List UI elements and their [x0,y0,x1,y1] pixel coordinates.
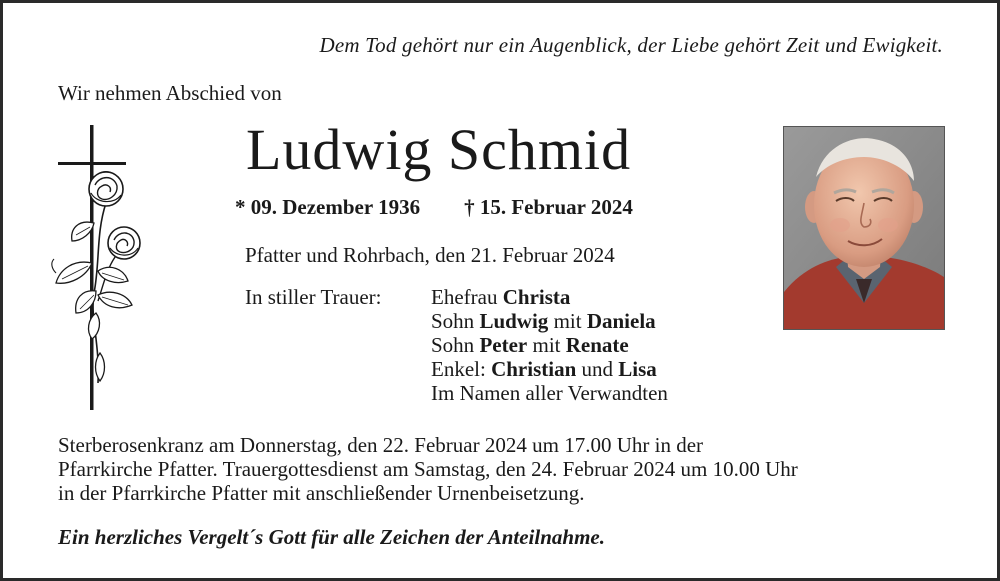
thanks-text: Ein herzliches Vergelt´s Gott für alle Zeichen der Anteilnahme. [58,525,605,549]
death-date: † 15. Februar 2024 [464,195,633,219]
intro-text: Wir nehmen Abschied von [58,81,282,105]
service-line: Pfarrkirche Pfatter. Trauergottesdienst am Samstag, den 24. Februar 2024 um 10.00 Uhr [58,457,798,481]
life-dates [235,195,633,220]
mourner-line: Sohn Ludwig mit Daniela [431,309,656,333]
service-line: Sterberosenkranz am Donnerstag, den 22. Februar 2024 um 17.00 Uhr in der [58,433,704,457]
service-details [58,433,958,505]
mourner-line: Enkel: Christian und Lisa [431,357,657,381]
portrait-photo [783,126,945,330]
deceased-name: Ludwig Schmid [246,117,632,182]
mourner-line: Im Namen aller Verwandten [431,381,668,405]
mourner-line: Ehefrau Christa [431,285,571,309]
service-line: in der Pfarrkirche Pfatter mit anschließender Urnenbeisetzung. [58,481,585,505]
mourner-line: Sohn Peter mit Renate [431,333,629,357]
motto: Dem Tod gehört nur ein Augenblick, der Liebe gehört Zeit und Ewigkeit. [319,33,943,57]
birth-date: * 09. Dezember 1936 [235,195,421,219]
mourning-label: In stiller Trauer: [245,285,382,309]
portrait-image [784,127,944,329]
place-and-date: Pfatter und Rohrbach, den 21. Februar 2024 [245,243,615,267]
mourners-list [431,285,668,405]
cross-with-roses-icon [48,123,148,413]
